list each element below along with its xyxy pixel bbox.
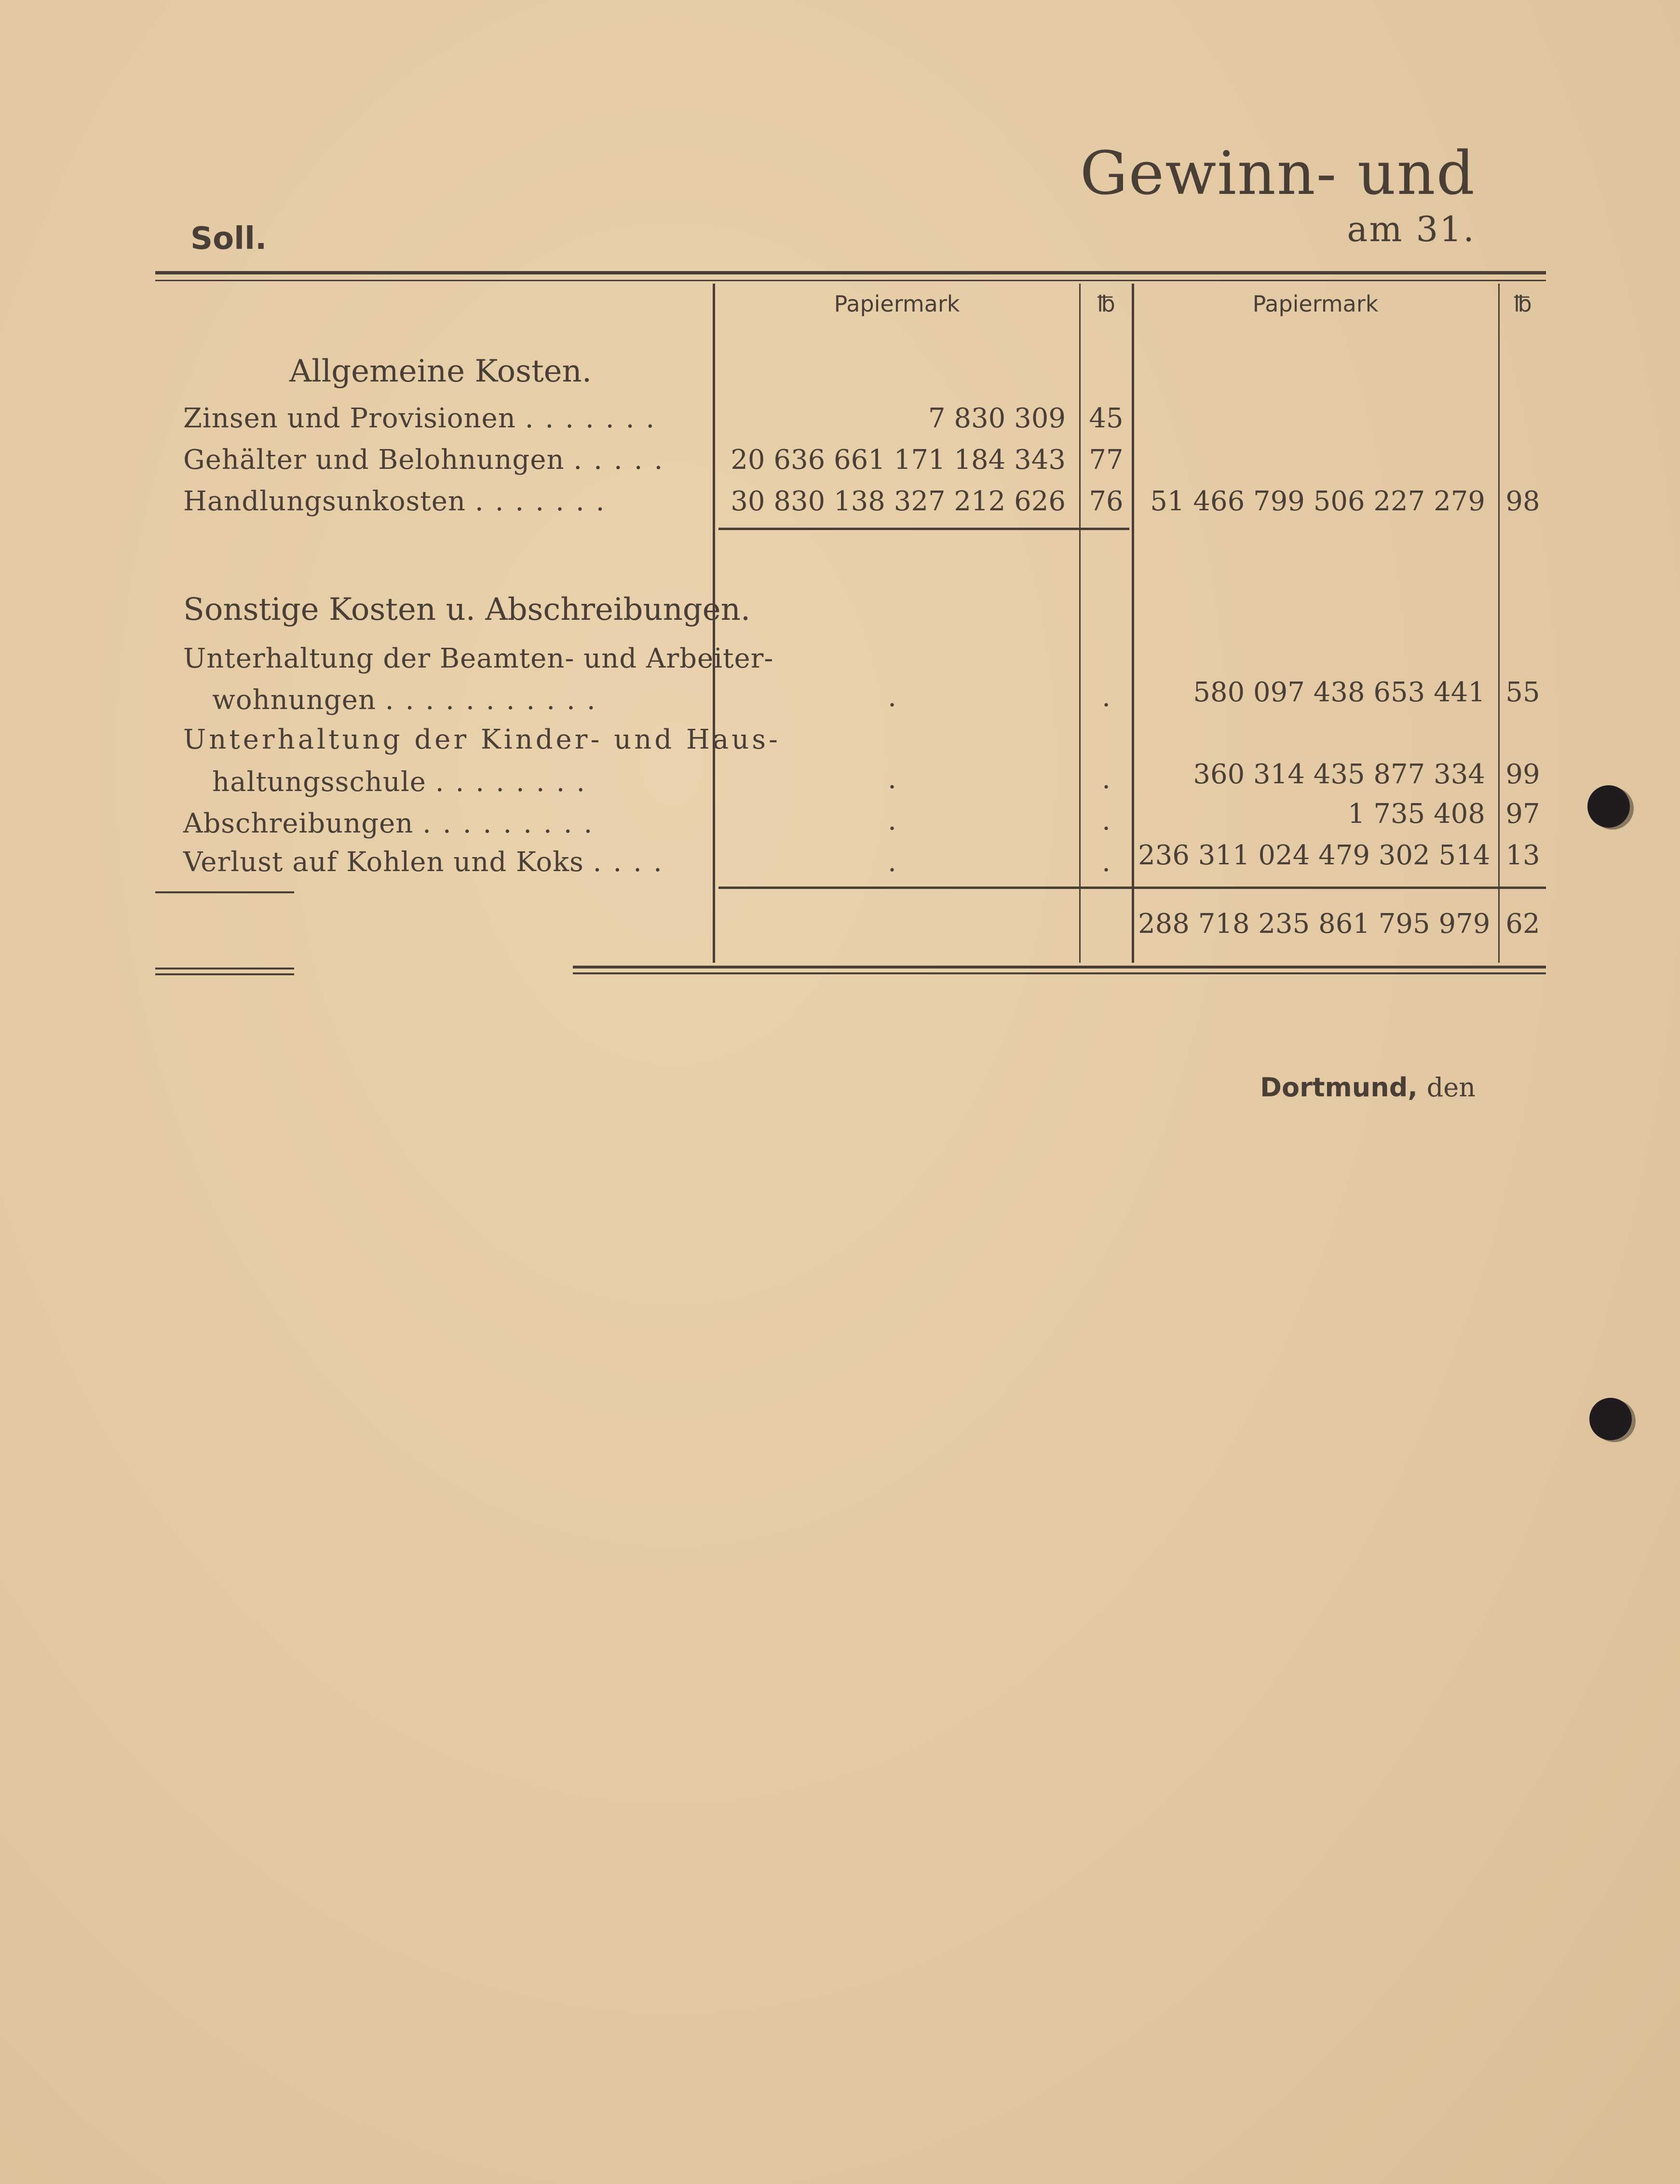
col1-header: Papiermark xyxy=(834,291,960,317)
row-amount1: 20 636 661 171 184 343 xyxy=(731,444,1066,476)
row-label: Unterhaltung der Kinder- und Haus- xyxy=(183,724,781,755)
row-label-cont: haltungsschule ........ xyxy=(212,766,597,798)
bottom-rule-2 xyxy=(573,972,1546,974)
total-rule xyxy=(718,887,1546,889)
col-divider-3 xyxy=(1132,284,1134,963)
bottom-rule xyxy=(573,966,1546,969)
section-title-sonstige: Sonstige Kosten u. Abschreibungen. xyxy=(183,592,751,628)
row-label: Verlust auf Kohlen und Koks .... xyxy=(183,846,674,878)
row-amount2: 360 314 435 877 334 xyxy=(1193,759,1485,790)
row-pf1: . xyxy=(1102,764,1111,795)
row-amount1: . xyxy=(888,846,896,878)
row-pf1: 45 xyxy=(1089,403,1124,434)
label-end-rule xyxy=(155,891,294,893)
row-amount1: 7 830 309 xyxy=(928,403,1066,434)
place-date-line: Dortmund, den xyxy=(1260,1072,1476,1103)
row-amount1: . xyxy=(888,805,896,836)
row-label: Zinsen und Provisionen ....... xyxy=(183,403,666,434)
col1-pf-header: ℔ xyxy=(1097,291,1115,317)
row-pf2: 13 xyxy=(1505,840,1540,871)
top-rule xyxy=(155,271,1546,274)
row-pf1: . xyxy=(1102,805,1111,836)
row-pf2: 99 xyxy=(1505,759,1540,790)
page-title: Gewinn- und xyxy=(1080,139,1476,208)
subtotal-rule xyxy=(718,528,1129,530)
row-amount1: . xyxy=(888,764,896,795)
row-amount2: 580 097 438 653 441 xyxy=(1193,677,1485,708)
punch-hole-icon xyxy=(1587,785,1630,828)
row-pf1: 76 xyxy=(1089,486,1124,517)
col-divider-2 xyxy=(1079,284,1081,963)
row-amount1: 30 830 138 327 212 626 xyxy=(731,486,1066,517)
row-label: Unterhaltung der Beamten- und Arbeiter- xyxy=(183,643,774,674)
row-pf2: 98 xyxy=(1505,486,1540,517)
row-amount2: 236 311 024 479 302 514 xyxy=(1138,840,1490,871)
row-pf2: 97 xyxy=(1505,798,1540,830)
row-label: Handlungsunkosten ....... xyxy=(183,486,616,517)
row-pf1: . xyxy=(1102,682,1111,713)
row-amount2: 51 466 799 506 227 279 xyxy=(1150,486,1485,517)
row-label: Gehälter und Belohnungen ..... xyxy=(183,444,675,476)
total-pf: 62 xyxy=(1505,908,1540,940)
side-label: Soll. xyxy=(190,221,267,257)
total-amount: 288 718 235 861 795 979 xyxy=(1138,908,1490,940)
row-label: Abschreibungen ......... xyxy=(183,808,604,839)
row-label-cont: wohnungen ........... xyxy=(212,684,607,716)
row-amount1: . xyxy=(888,682,896,713)
section-title-allgemeine: Allgemeine Kosten. xyxy=(289,354,592,389)
row-pf1: . xyxy=(1102,846,1111,878)
page-subtitle: am 31. xyxy=(1347,209,1476,249)
bottom-rule-left-2 xyxy=(155,973,294,975)
row-pf2: 55 xyxy=(1505,677,1540,708)
row-pf1: 77 xyxy=(1089,444,1124,476)
col2-pf-header: ℔ xyxy=(1514,291,1532,317)
bottom-rule-left xyxy=(155,968,294,969)
punch-hole-icon xyxy=(1589,1398,1632,1440)
col2-header: Papiermark xyxy=(1252,291,1379,317)
top-rule-thin xyxy=(155,280,1546,281)
row-amount2: 1 735 408 xyxy=(1347,798,1485,830)
